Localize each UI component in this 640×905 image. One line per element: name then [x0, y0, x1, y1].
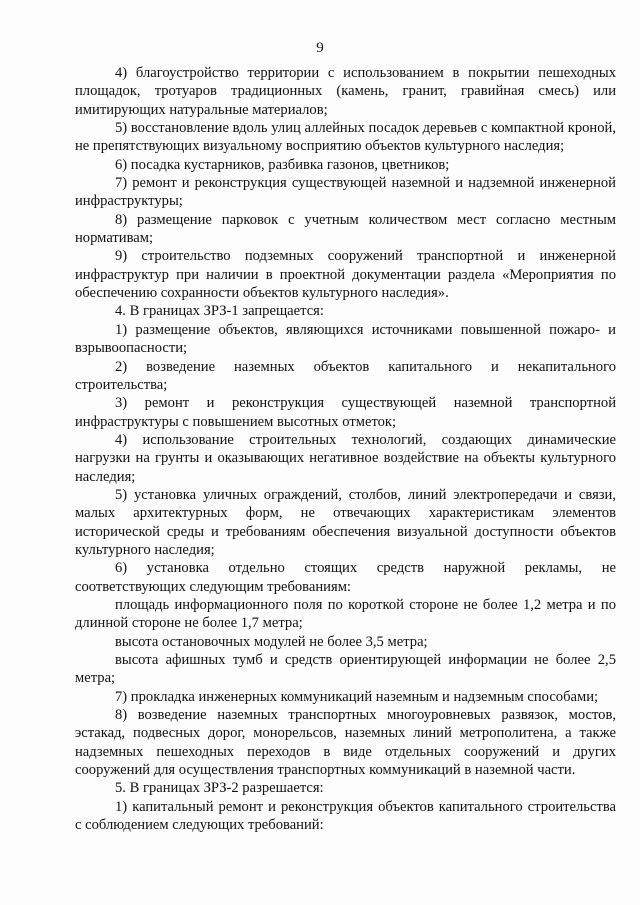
paragraph: высота остановочных модулей не более 3,5 метра; [115, 633, 428, 650]
paragraph: высота афишных тумб и средств ориентирующей информации не более 2,5 метра; [75, 652, 616, 687]
paragraph: 5) восстановление вдоль улиц аллейных посадок деревьев с компактной кроной, не препятствующих визуальному восприятию объектов культурного наследия; [75, 120, 616, 155]
paragraph: 2) возведение наземных объектов капитального и некапитального строительства; [75, 358, 616, 393]
paragraph: 1) капитальный ремонт и реконструкция объектов капитального строительства с соблюдением следующих требований: [75, 798, 616, 834]
paragraph: 8) возведение наземных транспортных многоуровневых развязок, мостов, эстакад, подвесных дорог, монорельсов, наземных линий метрополитена, а также надземных пешеходных переходов в виде отдельных сооружений и других сооружений для осуществления транспортных коммуникаций в наземной части. [75, 707, 616, 779]
paragraph: площадь информационного поля по короткой стороне не более 1,2 метра и по длинной стороне не более 1,7 метра; [75, 596, 616, 632]
paragraph: 6) посадка кустарников, разбивка газонов, цветников; [115, 156, 450, 173]
paragraph: 9) строительство подземных сооружений транспортной и инженерной инфраструктур при наличии в проектной документации раздела «Мероприятия по обеспечению сохранности объектов культурного наследия». [75, 248, 616, 302]
page-number: 9 [316, 40, 324, 56]
section-heading: 4. В границах ЗРЗ-1 запрещается: [115, 303, 324, 320]
section-heading: 5. В границах ЗРЗ-2 разрешается: [115, 780, 324, 797]
paragraph: 5) установка уличных ограждений, столбов, линий электропередачи и связи, малых архитектурных форм, не отвечающих характеристикам элементов исторической среды и требованиям обеспечения визуальной доступности объектов культурного наследия; [75, 486, 616, 558]
paragraph: 6) установка отдельно стоящих средств наружной рекламы, не соответствующих следующим требованиям: [75, 560, 616, 595]
document-body [75, 64, 616, 834]
paragraph: 3) ремонт и реконструкция существующей наземной транспортной инфраструктуры с повышением высотных отметок; [75, 395, 616, 430]
paragraph: 1) размещение объектов, являющихся источниками повышенной пожаро- и взрывоопасности; [75, 321, 616, 357]
paragraph: 7) ремонт и реконструкция существующей наземной и надземной инженерной инфраструктуры; [75, 175, 616, 210]
paragraph: 4) благоустройство территории с использованием в покрытии пешеходных площадок, тротуаров традиционных (камень, гранит, гравийная смесь) или имитирующих натуральные материалов; [75, 65, 616, 118]
paragraph: 8) размещение парковок с учетным количеством мест согласно местным нормативам; [75, 211, 616, 247]
paragraph: 7) прокладка инженерных коммуникаций наземным и надземным способами; [115, 688, 599, 705]
paragraph: 4) использование строительных технологий, создающих динамические нагрузки на грунты и оказывающих негативное воздействие на объекты культурного наследия; [75, 431, 616, 485]
